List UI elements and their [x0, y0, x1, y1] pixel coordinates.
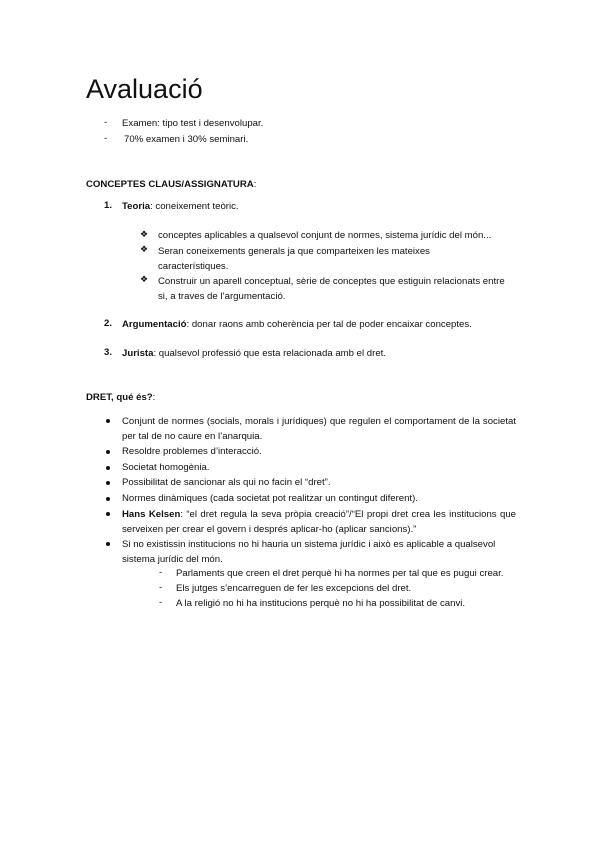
bullet-icon	[106, 512, 110, 516]
intro-item: 70% examen i 30% seminari.	[124, 134, 249, 145]
bullet-item: Societat homogènia.	[122, 462, 210, 473]
list-number: 1.	[104, 200, 113, 211]
dash-marker: -	[159, 597, 163, 608]
list-item: Jurista: qualsevol professió que esta relacionada amb el dret.	[122, 348, 386, 359]
dash-marker: -	[159, 582, 163, 593]
bullet-icon	[106, 419, 110, 423]
bullet-item: Resoldre problemes d’interacció.	[122, 446, 262, 457]
dash-item: Els jutges s’encarreguen de fer les excepcions del dret.	[176, 583, 412, 594]
dash-marker: -	[104, 117, 108, 128]
dash-marker: -	[104, 133, 108, 144]
dash-marker: -	[159, 567, 163, 578]
bullet-item: Normes dinàmiques (cada societat pot realitzar un contingut diferent).	[122, 493, 418, 504]
page-title: Avaluació	[86, 74, 203, 104]
bullet-icon	[106, 450, 110, 454]
bullet-icon	[106, 542, 110, 546]
bullet-icon	[106, 497, 110, 501]
dash-item: Parlaments que creen el dret perquè hi ha normes per tal que es pugui crear.	[176, 568, 504, 579]
dash-item: A la religió no hi ha institucions perquè no hi ha possibilitat de canvi.	[176, 598, 466, 609]
list-item: Teoria: coneixement teòric.	[122, 201, 239, 212]
bullet-item-kelsen: Hans Kelsen: “el dret regula la seva pròpia creació”/“El propi dret crea les institucions que serveixen per crear el govern i després aplicar-ho (aplicar sancions).”	[122, 509, 516, 535]
diamond-bullet-icon: ❖	[140, 229, 149, 239]
list-number: 2.	[104, 318, 113, 329]
bullet-item: Conjunt de normes (socials, morals i jurídiques) que regulen el comportament de la societat per tal de no caure en l’anarquia.	[122, 416, 516, 442]
sub-item: Construir un aparell conceptual, sèrie de conceptes que estiguin relacionats entre si, a traves de l’argumentació.	[158, 276, 505, 302]
bullet-icon	[106, 466, 110, 470]
diamond-bullet-icon: ❖	[140, 274, 149, 284]
bullet-item: Possibilitat de sancionar als qui no facin el “dret”.	[122, 477, 331, 488]
sub-item: Seran coneixements generals ja que comparteixen les mateixes característiques.	[158, 246, 430, 272]
diamond-bullet-icon: ❖	[140, 244, 149, 254]
section-heading: DRET, qué és?:	[86, 392, 156, 403]
intro-item: Examen: tipo test i desenvolupar.	[122, 118, 264, 129]
sub-item: conceptes aplicables a qualsevol conjunt de normes, sistema jurídic del món...	[158, 230, 492, 241]
section-heading: CONCEPTES CLAUS/ASSIGNATURA:	[86, 179, 257, 190]
list-number: 3.	[104, 347, 113, 358]
bullet-item: Si no existissin institucions no hi hauria un sistema jurídic i això es aplicable a qualsevol sistema jurídic del món.	[122, 539, 496, 565]
list-item: Argumentació: donar raons amb coherència per tal de poder encaixar conceptes.	[122, 319, 472, 330]
bullet-icon	[106, 481, 110, 485]
